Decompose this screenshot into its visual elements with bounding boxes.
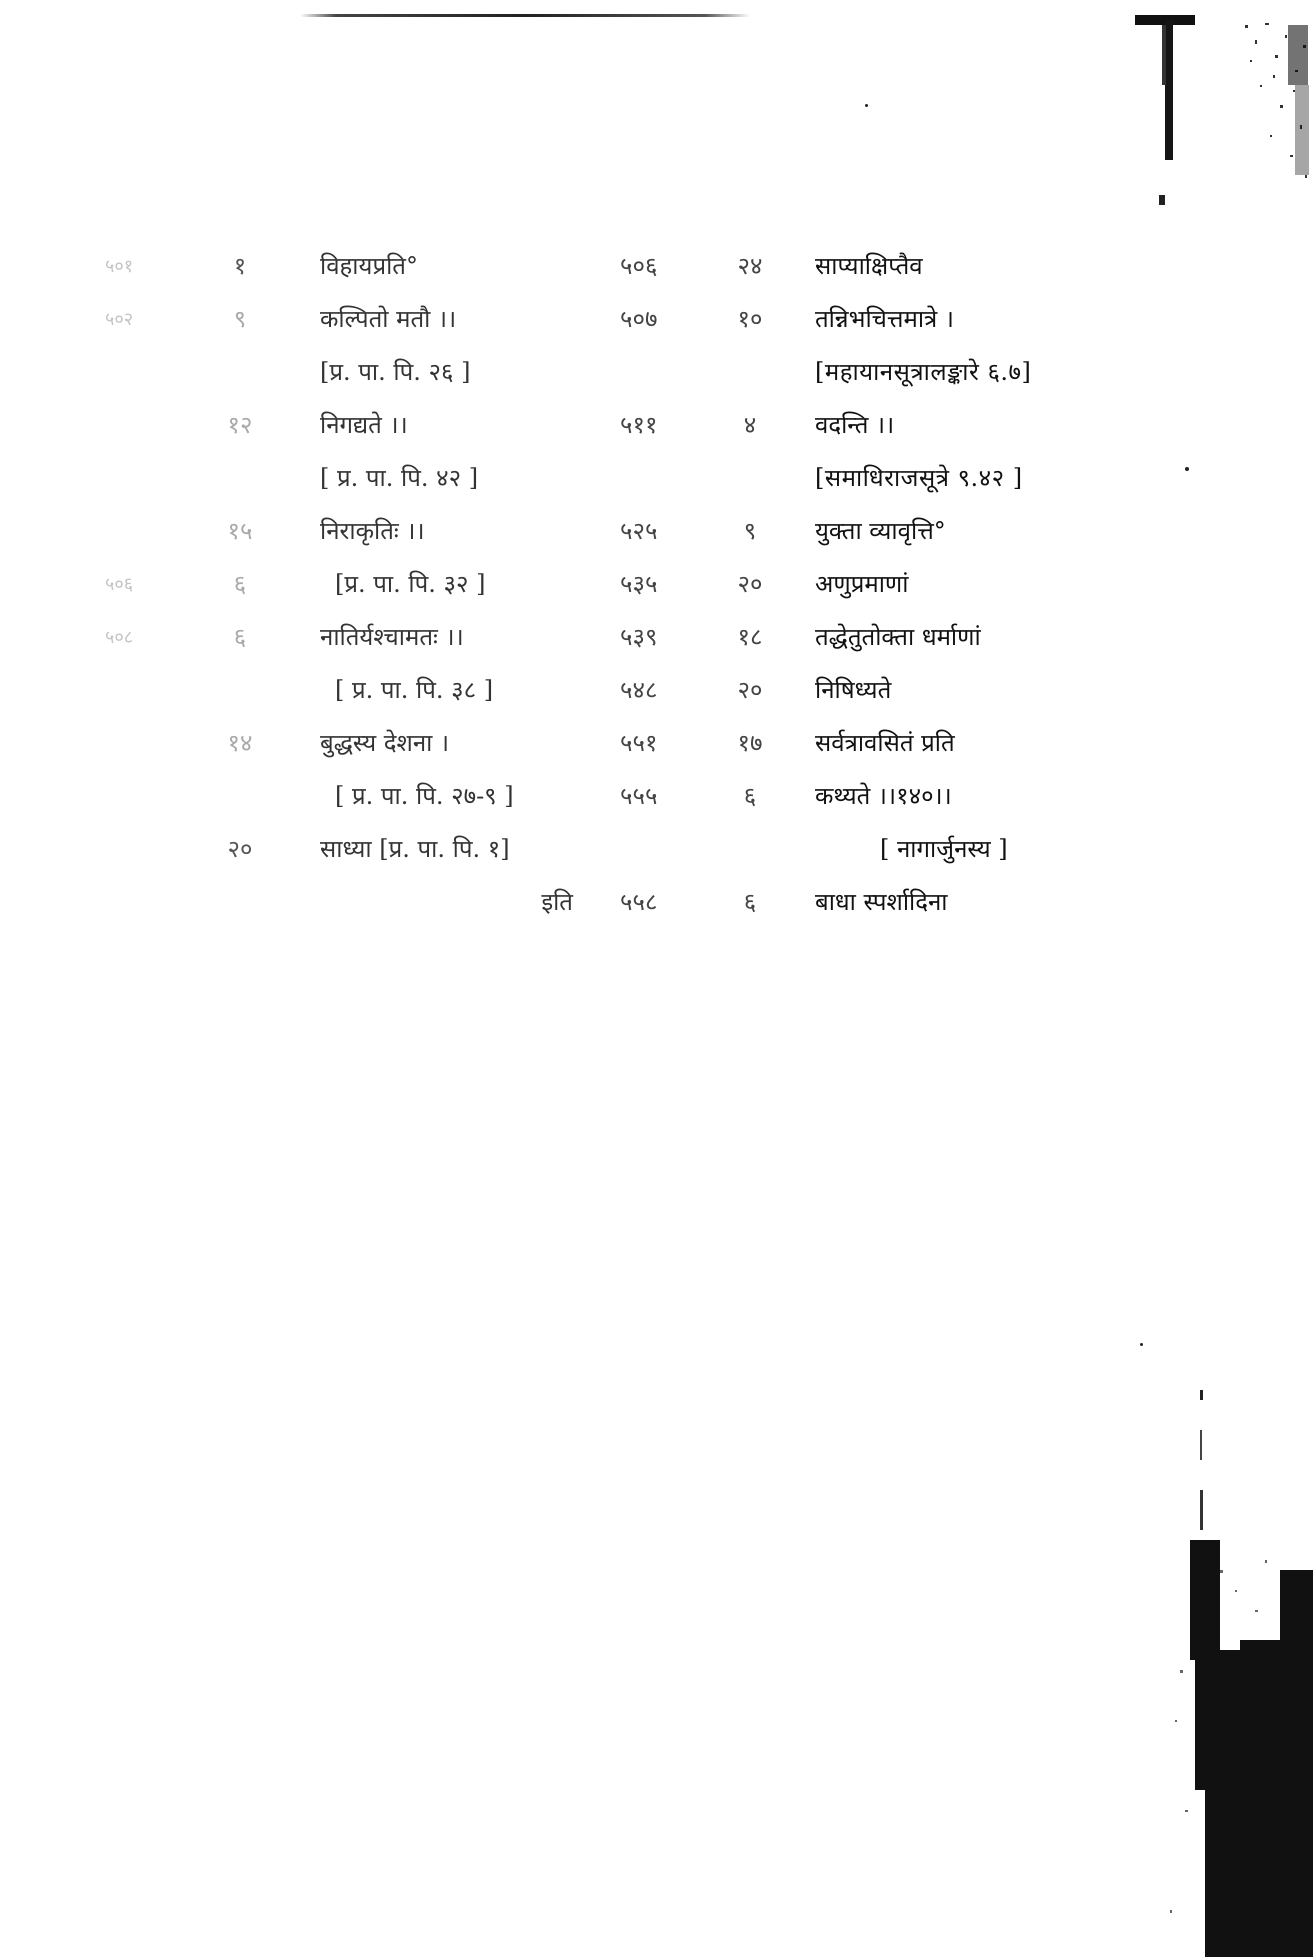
page-number: ५२५ [620,517,658,545]
line-number: १२ [227,411,253,439]
phrase-right: बाधा स्पर्शादिना [815,888,948,916]
line-number: १ [233,252,247,280]
line-reference: ४ [743,411,757,439]
line-reference: १७ [737,729,763,757]
line-reference: ६ [743,888,757,916]
page-number: ५४८ [620,676,658,704]
line-number: ६ [233,570,247,598]
page-number: ५३५ [620,570,658,598]
faint-number: ५०२ [105,309,134,330]
scan-edge-artifact-top [1135,15,1313,205]
source-reference-right: [समाधिराजसूत्रे ९.४२ ] [815,464,1023,492]
line-number: १४ [227,729,253,757]
source-reference-right: [महायानसूत्रालङ्कारे ६.७] [815,358,1032,386]
table-row [0,876,1313,929]
author-reference: [ नागार्जुनस्य ] [880,835,1008,863]
source-reference: [प्र. पा. पि. २६ ] [320,358,471,386]
line-reference: १० [737,305,763,333]
table-row [0,346,1313,399]
page-number: ५५८ [620,888,658,916]
verse-phrase: विहायप्रति° [320,252,418,280]
table-row [0,611,1313,664]
table-row [0,399,1313,452]
verse-phrase: निराकृतिः ।। [320,517,425,545]
page-number: ५११ [620,411,658,439]
table-row [0,505,1313,558]
scan-speck [865,104,868,107]
line-reference: २० [737,676,763,704]
phrase-right: वदन्ति ।। [815,411,895,439]
line-number: ६ [233,623,247,651]
phrase-right: निषिध्यते [815,676,892,704]
table-row [0,664,1313,717]
line-reference: २० [737,570,763,598]
table-row [0,293,1313,346]
faint-number: ५०१ [105,256,134,277]
table-row [0,558,1313,611]
page-number: ५५१ [620,729,658,757]
verse-phrase: साध्या [प्र. पा. पि. १] [320,835,510,863]
phrase-right: कथ्यते ।।१४०।। [815,782,952,810]
source-reference: [ प्र. पा. पि. ३८ ] [335,676,494,704]
closing-word: इति [541,888,573,916]
scan-speck [1140,1343,1143,1346]
line-reference: ९ [743,517,757,545]
page-number: ५०६ [620,252,658,280]
phrase-right: साप्याक्षिप्तैव [815,252,923,280]
line-reference: २४ [737,252,763,280]
table-row [0,452,1313,505]
line-number: २० [227,835,253,863]
phrase-right: अणुप्रमाणां [815,570,909,598]
phrase-right: तद्धेतुतोक्ता धर्माणां [815,623,981,651]
phrase-right: सर्वत्रावसितं प्रति [815,729,955,757]
verse-phrase: निगद्यते ।। [320,411,408,439]
faint-number: ५०६ [105,574,134,595]
line-reference: १८ [737,623,763,651]
verse-phrase: नातिर्यश्चामतः ।। [320,623,464,651]
top-rule [300,14,750,17]
table-row [0,717,1313,770]
line-number: ९ [233,305,247,333]
index-table [0,240,1313,929]
line-reference: ६ [743,782,757,810]
line-number: १५ [227,517,253,545]
page-number: ५३९ [620,623,658,651]
table-row [0,240,1313,293]
page-number: ५५५ [620,782,658,810]
phrase-right: तन्निभचित्तमात्रे । [815,305,955,333]
faint-number: ५०८ [105,627,134,648]
phrase-right: युक्ता व्यावृत्ति° [815,517,946,545]
source-reference: [प्र. पा. पि. ३२ ] [335,570,486,598]
table-row [0,823,1313,876]
scan-edge-artifact-bottom [1160,1390,1313,1957]
page-number: ५०७ [620,305,658,333]
verse-phrase: कल्पितो मतौ ।। [320,305,457,333]
verse-phrase: बुद्धस्य देशना । [320,729,450,757]
table-row [0,770,1313,823]
source-reference: [ प्र. पा. पि. २७-९ ] [335,782,514,810]
source-reference: [ प्र. पा. पि. ४२ ] [320,464,479,492]
